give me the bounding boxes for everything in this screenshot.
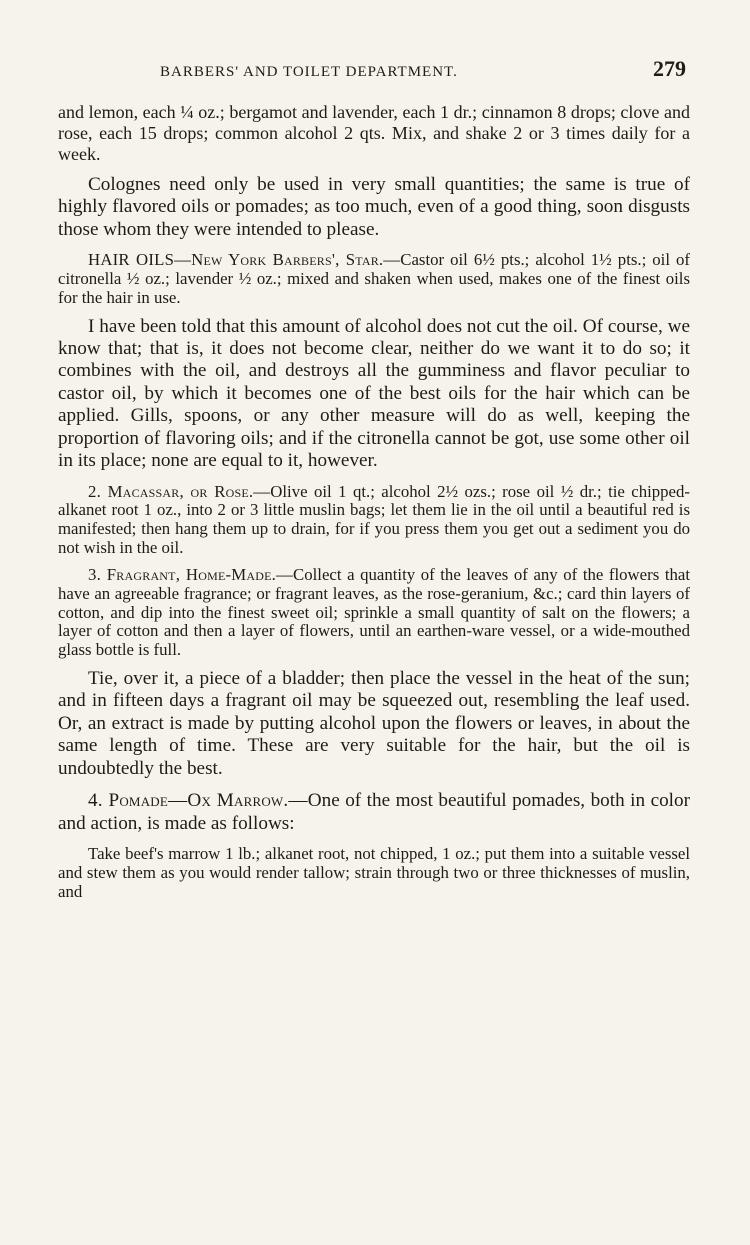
- page-number: 279: [653, 56, 686, 81]
- paragraph-take-beefs-marrow: [58, 845, 690, 901]
- recipe-heading: 4. Pomade—Ox Marrow.—: [88, 790, 308, 812]
- recipe-text: One of the most beautiful pomades, both in color and action, is made as follows:: [58, 790, 690, 834]
- paragraph-text: Colognes need only be used in very small quantities; the same is true of highly flavored oils or pomades; as too much, even of a good thing, soon disgusts those whom they were intended to please.: [58, 173, 690, 240]
- page-content: [58, 102, 690, 902]
- paragraph-colognes: [58, 174, 690, 241]
- paragraph-text: Tie, over it, a piece of a bladder; then place the vessel in the heat of the sun; and in fifteen days a fragrant oil may be squeezed out, resembling the leaf used. Or, an extract is made by putting alcohol upon the flowers or leaves, in about the same length of time. These are very suitable for the hair, but the oil is undoubtedly the best.: [58, 667, 690, 779]
- recipe-pomade-ox-marrow: [58, 790, 690, 835]
- recipe-hair-oils: [58, 251, 690, 307]
- recipe-text: Collect a quantity of the leaves of any of the flowers that have an agreeable fragrance; or fragrant leaves, as the rose-geranium, &c.; card thin layers of cotton, and dip into the finest sweet oil; sprinkle a small quantity of salt on the flowers; a layer of cotton and then a layer of flowers, until an earthen-ware vessel, or a wide-mouthed glass bottle is full.: [58, 564, 690, 660]
- recipe-text: Castor oil 6½ pts.; alcohol 1½ pts.; oil of citronella ½ oz.; lavender ½ oz.; mixed and shaken when used, makes one of the finest oils for the hair in use.: [58, 250, 691, 307]
- running-head: BARBERS' AND TOILET DEPARTMENT.: [160, 64, 458, 80]
- paragraph-alcohol-note: [58, 316, 690, 473]
- paragraph-text: I have been told that this amount of alcohol does not cut the oil. Of course, we know that; that is, it does not become clear, neither do we want it to do so; it combines with the oil, and destroys all the gumminess and flavor peculiar to castor oil, by which it becomes one of the best oils for the hair which can be applied. Gills, spoons, or any other measure will do as well, keeping the proportion of flavoring oils; and if the citronella cannot be got, use some other oil in its place; none are equal to it, however.: [58, 315, 690, 472]
- recipe-text: Olive oil 1 qt.; alcohol 2½ ozs.; rose oil ½ dr.; tie chipped-alkanet root 1 oz., into 2 or 3 little muslin bags; let them lie in the oil until a beautiful red is manifested; then hang them up to drain, for if you press them you get out a sediment you do not wish in the oil.: [58, 481, 690, 558]
- recipe-heading: 2. Macassar, or Rose.—: [88, 481, 271, 501]
- book-page: [58, 56, 690, 1216]
- recipe-heading: HAIR OILS—New York Barbers', Star.—: [88, 250, 401, 270]
- recipe-macassar: [58, 483, 690, 558]
- paragraph-tie-over: [58, 668, 690, 780]
- paragraph-continuation: [58, 102, 690, 166]
- paragraph-text: and lemon, each ¼ oz.; bergamot and lavender, each 1 dr.; cinnamon 8 drops; clove and rose, each 15 drops; common alcohol 2 qts. Mix, and shake 2 or 3 times daily for a week.: [58, 102, 690, 165]
- paragraph-text: Take beef's marrow 1 lb.; alkanet root, not chipped, 1 oz.; put them into a suitable vessel and stew them as you would render tallow; strain through two or three thicknesses of muslin, and: [58, 844, 690, 901]
- page-header: [58, 56, 690, 84]
- recipe-heading: 3. Fragrant, Home-Made.—: [88, 564, 294, 584]
- recipe-fragrant-home-made: [58, 566, 690, 660]
